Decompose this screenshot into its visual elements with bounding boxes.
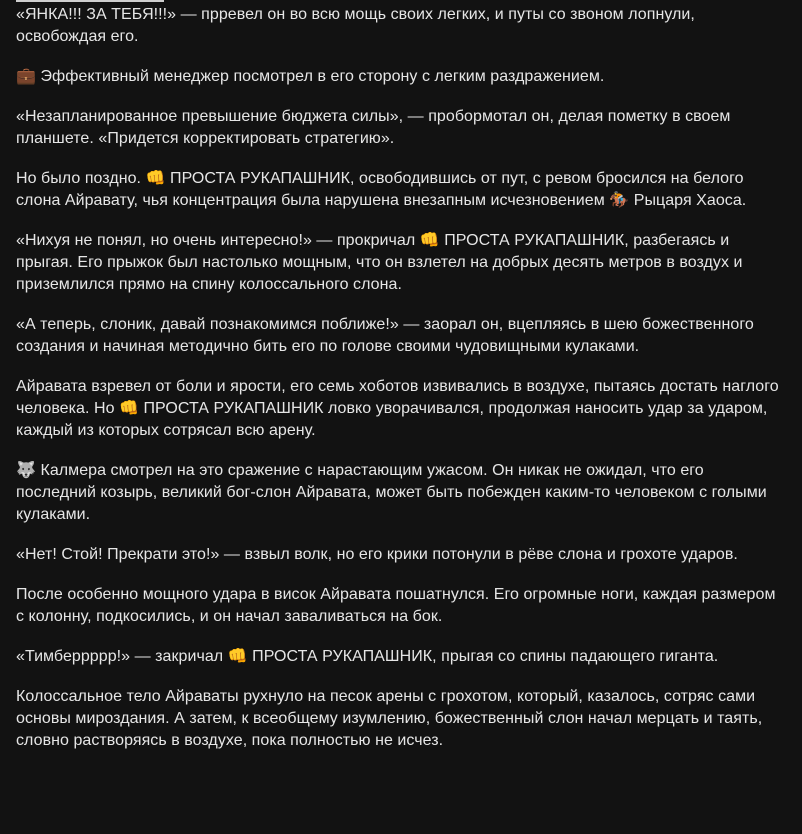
paragraph-4: Но было поздно. 👊 ПРОСТА РУКАПАШНИК, освободившись от пут, с ревом бросился на белого слона Айравату, чья концентрация была нарушена внезапным исчезновением 🏇 Рыцаря Хаоса. xyxy=(16,170,747,209)
story-text xyxy=(16,4,786,770)
paragraph-8: 🐺 Калмера смотрел на это сражение с нарастающим ужасом. Он никак не ожидал, что его последний козырь, великий бог-слон Айравата, может быть побежден каким-то человеком с голыми кулаками. xyxy=(16,462,767,523)
paragraph-1: «ЯНКА!!! ЗА ТЕБЯ!!!» — прревел он во всю мощь своих легких, и путы со звоном лопнули, освобождая его. xyxy=(16,6,695,45)
paragraph-3: «Незапланированное превышение бюджета силы», — пробормотал он, делая пометку в своем планшете. «Придется корректировать стратегию». xyxy=(16,108,731,147)
paragraph-6: «А теперь, слоник, давай познакомимся поближе!» — заорал он, вцепляясь в шею божественного создания и начиная методично бить его по голове своими чудовищными кулаками. xyxy=(16,316,754,355)
paragraph-9: «Нет! Стой! Прекрати это!» — взвыл волк, но его крики потонули в рёве слона и грохоте ударов. xyxy=(16,546,738,563)
paragraph-7: Айравата взревел от боли и ярости, его семь хоботов извивались в воздухе, пытаясь достать наглого человека. Но 👊 ПРОСТА РУКАПАШНИК ловко уворачивался, продолжая наносить удар за ударом, каждый из которых сотрясал всю арену. xyxy=(16,378,779,439)
top-divider xyxy=(16,0,164,2)
paragraph-11: «Тимберрррр!» — закричал 👊 ПРОСТА РУКАПАШНИК, прыгая со спины падающего гиганта. xyxy=(16,648,719,665)
paragraph-12: Колоссальное тело Айраваты рухнуло на песок арены с грохотом, который, казалось, сотряс сами основы мироздания. А затем, к всеобщему изумлению, божественный слон начал мерцать и таять, словно растворяясь в воздухе, пока полностью не исчез. xyxy=(16,688,763,749)
paragraph-2: 💼 Эффективный менеджер посмотрел в его сторону с легким раздражением. xyxy=(16,68,605,85)
paragraph-10: После особенно мощного удара в висок Айравата пошатнулся. Его огромные ноги, каждая размером с колонну, подкосились, и он начал заваливаться на бок. xyxy=(16,586,776,625)
paragraph-5: «Нихуя не понял, но очень интересно!» — прокричал 👊 ПРОСТА РУКАПАШНИК, разбегаясь и прыгая. Его прыжок был настолько мощным, что он взлетел на добрых десять метров в воздух и приземлился прямо на спину колоссального слона. xyxy=(16,232,743,293)
